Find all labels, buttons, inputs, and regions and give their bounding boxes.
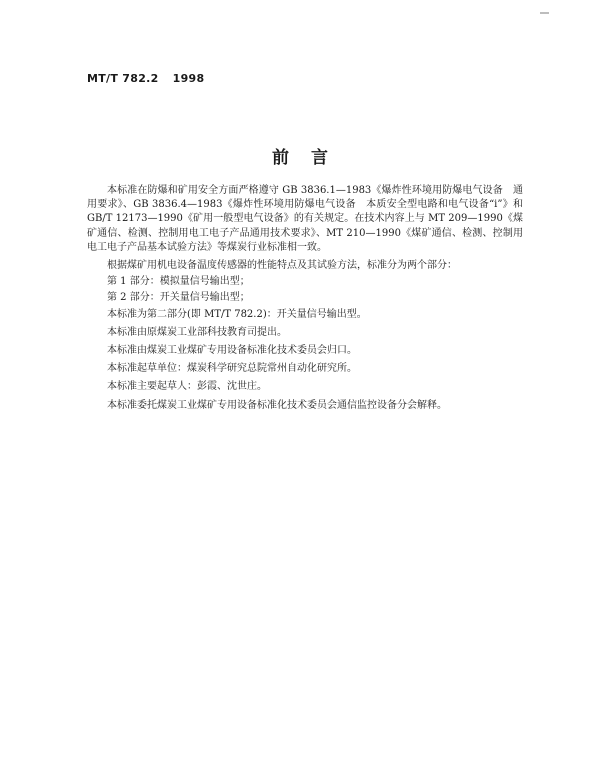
paragraph-proposer: 本标准由原煤炭工业部科技教育司提出。 (107, 326, 287, 338)
standard-code: MT/T 782.2 (87, 72, 159, 85)
paragraph-committee: 本标准由煤炭工业煤矿专用设备标准化技术委员会归口。 (107, 345, 357, 357)
foreword-body (87, 184, 523, 417)
list-item-part-1: 第 1 部分：模拟量信号输出型； (107, 276, 250, 288)
standard-year: 1998 (172, 72, 205, 85)
page-header (87, 72, 204, 85)
page-title: 前言 (272, 148, 350, 168)
paragraph-drafters: 本标准主要起草人：彭霞、沈世庄。 (107, 381, 267, 393)
scan-mark (540, 12, 549, 14)
paragraph-scope: 本标准为第二部分(即 MT/T 782.2)：开关量信号输出型。 (107, 308, 367, 320)
paragraph-drafting-unit: 本标准起草单位：煤炭科学研究总院常州自动化研究所。 (107, 363, 357, 375)
paragraph-compliance: 本标准在防爆和矿用安全方面严格遵守 GB 3836.1—1983《爆炸性环境用防爆电气设备 通用要求》、GB 3836.4—1983《爆炸性环境用防爆电气设备 本质安全型电路和电气设备“i”》和 GB/T 12173—1990《矿用一般型电气设备》的有关规定。在技术内容上与 MT 209—1990《煤矿通信、检测、控制用电工电子产品通用技术要求》、MT 210—1990《煤矿通信、检测、控制用电工电子产品基本试验方法》等煤炭行业标准相一致。 (87, 185, 523, 253)
paragraph-interpretation: 本标准委托煤炭工业煤矿专用设备标准化技术委员会通信监控设备分会解释。 (107, 399, 447, 411)
paragraph-division: 根据煤矿用机电设备温度传感器的性能特点及其试验方法，标准分为两个部分： (107, 260, 457, 272)
list-item-part-2: 第 2 部分：开关量信号输出型； (107, 292, 250, 304)
